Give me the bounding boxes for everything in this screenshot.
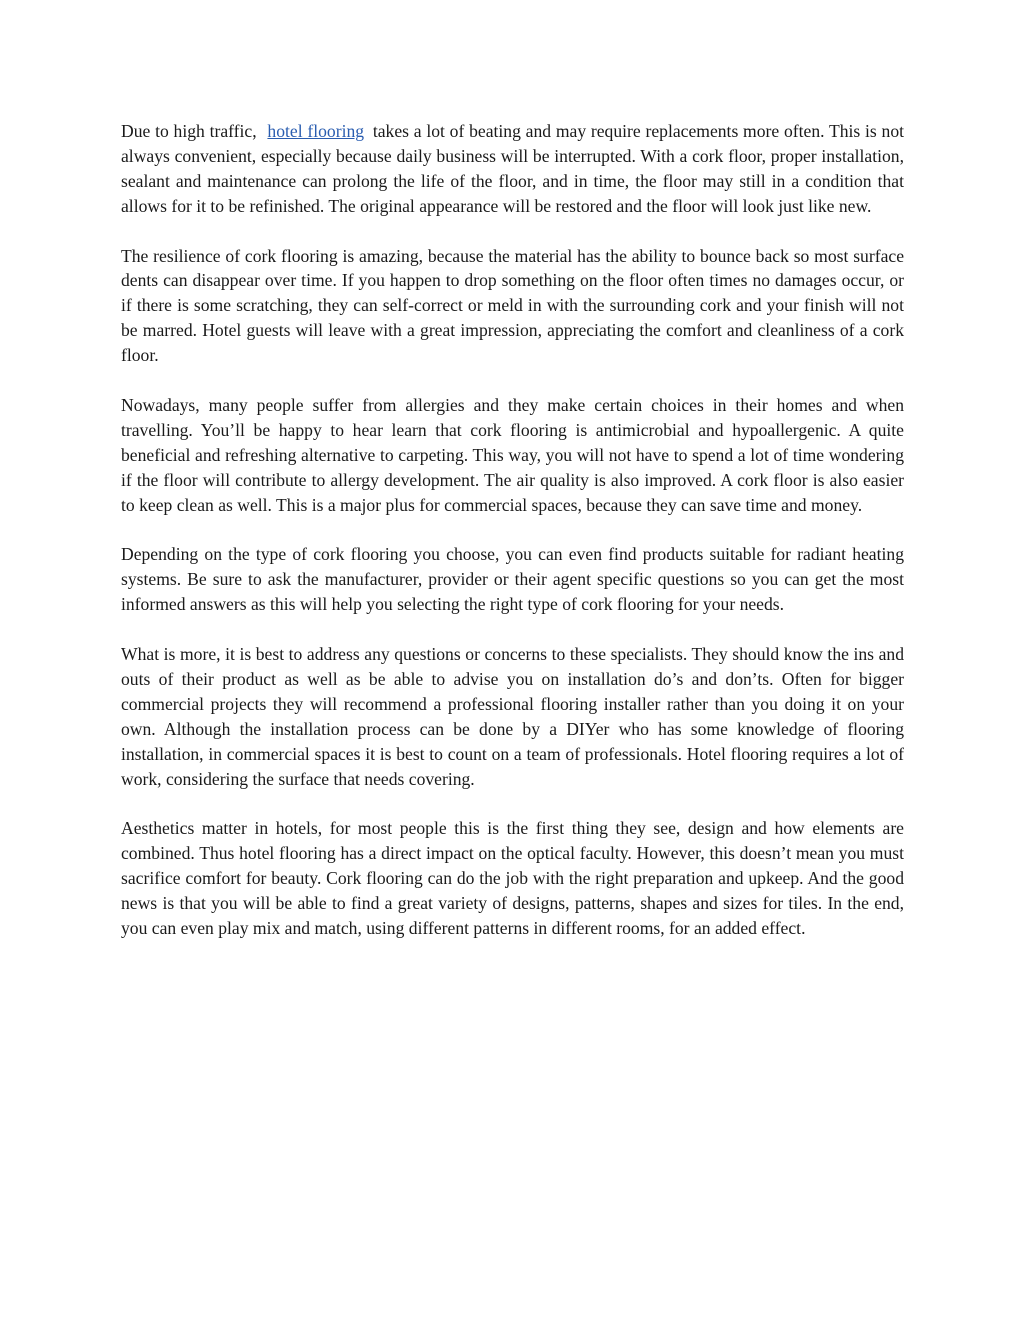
document-page: [121, 119, 904, 966]
paragraph-specialists: What is more, it is best to address any questions or concerns to these specialists. They should know the ins and outs of their product as well as be able to advise you on installation do’s and don’ts. Often for bigger commercial projects they will recommend a professional flooring installer rather than you doing it on your own. Although the installation process can be done by a DIYer who has some knowledge of flooring installation, in commercial spaces it is best to count on a team of professionals. Hotel flooring requires a lot of work, considering the surface that needs covering.: [121, 643, 904, 789]
paragraph-aesthetics: Aesthetics matter in hotels, for most people this is the first thing they see, design and how elements are combined. Thus hotel flooring has a direct impact on the optical faculty. However, this doesn’t mean you must sacrifice comfort for beauty. Cork flooring can do the job with the right preparation and upkeep. And the good news is that you will be able to find a great variety of designs, patterns, shapes and sizes for tiles. In the end, you can even play mix and match, using different patterns in different rooms, for an added effect.: [121, 818, 904, 938]
paragraph-allergies: Nowadays, many people suffer from allergies and they make certain choices in their homes and when travelling. You’ll be happy to hear learn that cork flooring is antimicrobial and hypoallergenic. A quite beneficial and refreshing alternative to carpeting. This way, you will not have to spend a lot of time wondering if the floor will contribute to allergy development. The air quality is also improved. A cork floor is also easier to keep clean as well. This is a major plus for commercial spaces, because they can save time and money.: [121, 394, 904, 515]
paragraph-1-body-text: takes a lot of beating and may require replacements more often. This is not always convenient, especially because daily business will be interrupted. With a cork floor, proper installation, sealant and maintenance can prolong the life of the floor, and in time, the floor may still in a condition that allows for it to be refinished. The original appearance will be restored and the floor will look just like new.: [121, 121, 905, 216]
hotel-flooring-link[interactable]: hotel flooring: [267, 121, 365, 141]
paragraph-hotel-traffic: [121, 119, 904, 219]
paragraph-resilience: The resilience of cork flooring is amazing, because the material has the ability to bounce back so most surface dents can disappear over time. If you happen to drop something on the floor often times no damages occur, or if there is some scratching, they can self-correct or meld in with the surrounding cork and your finish will not be marred. Hotel guests will leave with a great impression, appreciating the comfort and cleanliness of a cork floor.: [121, 245, 904, 366]
paragraph-1-lead-text: Due to high traffic,: [121, 121, 257, 141]
paragraph-radiant-heating: Depending on the type of cork flooring you choose, you can even find products suitable for radiant heating systems. Be sure to ask the manufacturer, provider or their agent specific questions so you can get the most informed answers as this will help you selecting the right type of cork flooring for your needs.: [121, 544, 904, 615]
